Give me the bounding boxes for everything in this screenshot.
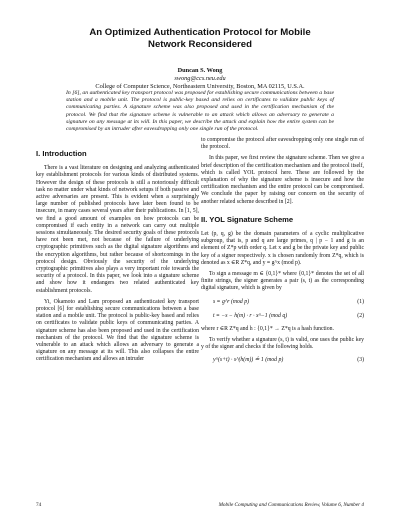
- equation-1-body: s ≡ g^r (mod p): [213, 298, 250, 305]
- page-footer: [36, 502, 364, 508]
- author-name: Duncan S. Wong: [177, 67, 223, 74]
- author-affiliation: College of Computer Science, Northeastern University, Boston, MA 02115, U.S.A.: [95, 82, 305, 90]
- intro-paragraph-1: There is a vast literature on designing and analyzing authenticated key establishment protocols for various kinds of distributed systems. However the design of these protocols is still a notoriously difficult task no matter under what kinds of network setups if both passive and active adversaries are present. This is evident when a surprisingly large number of published protocols have later been found to be insecure, in many cases several years after their publications. In [1, 5], we find a good amount of examples on how protocols can be compromised if each entity in a network can carry out multiple sessions simultaneously. The desired security goals of these protocols have not been met, not because of the failure of underlying cryptographic primitives such as the digital signature algorithms and the encryption algorithms, but rather because of shortcomings in the protocol design. Obviously the security of the underlying cryptographic primitives also plays a very important role towards the security of a protocol. In this paper, we look into a signature scheme and show how it endangers two related authenticated key establishment protocols.: [36, 165, 199, 294]
- page-number: 74: [36, 502, 42, 508]
- equation-2-body: t ≡ −s − h(m) · r · x^−1 (mod q): [213, 312, 288, 319]
- title-line-2: Network Reconsidered: [148, 38, 252, 50]
- equation-3-body: y^(s+t) · s^(h(m)) ≟ 1 (mod p): [213, 357, 284, 364]
- yol-paragraph-4: To verify whether a signature (s, t) is valid, one uses the public key y of the signer and checks if the following holds.: [201, 336, 364, 351]
- intro-paragraph-3: In this paper, we first review the signature scheme. Then we give a brief description of the certification mechanism and the protocol itself, which is called YOL protocol here. These are followed by the explanation of why the signature scheme is insecure and how the certification mechanism and the entire protocol can be compromised. We conclude the paper by raising our concern on the security of another related scheme described in [2].: [201, 155, 364, 205]
- journal-name: Mobile Computing and Communications Review, Volume 6, Number 4: [218, 502, 364, 508]
- equation-1: [213, 298, 364, 306]
- equation-3: [213, 356, 364, 364]
- paper-title: [0, 27, 400, 50]
- yol-paragraph-2: To sign a message m ∈ {0,1}* where {0,1}* denotes the set of all finite strings, the signer generates a pair (s, t) as the corresponding digital signature, which is given by: [201, 271, 364, 292]
- author-email: swong@ccs.neu.edu: [174, 74, 226, 82]
- left-column: [36, 150, 199, 368]
- intro-paragraph-2: Yi, Okamoto and Lam proposed an authenticated key transport protocol [6] for establishing secure communications between a base station and a mobile unit. The protocol is public-key based and relies on certificates to validate public keys of communicating parties. A signature scheme has also been proposed and used in the certification mechanism of the protocol. We find that the signature scheme is vulnerable to an attack which allows an adversary to generate a signature on any message at its will. This also collapses the entire certification mechanism and allows an intruder: [36, 298, 199, 363]
- abstract: In [6], an authenticated key transport protocol was proposed for establishing secure communications between a base station and a mobile unit. The protocol is public-key based and relies on certificates to validate public keys of communicating parties. A signature scheme was also proposed and used in the certification mechanism of the protocol. We find that the signature scheme is vulnerable to an attack which allows an adversary to generate a signature on any message at its will. In this paper, we describe the attack and explain how the entire system can be compromised by an intruder after eavesdropping only one single run of the protocol.: [66, 90, 334, 133]
- yol-paragraph-1: Let (p, q, g) be the domain parameters of a cyclic multiplicative subgroup, that is, p and q are large primes, q | p − 1 and g is an element of Z*p with order q. Let x and g be the private key and public key of a signer respectively. x is chosen randomly from Z*q, which is denoted as x ∈R Z*q, and y ≡ g^x (mod p).: [201, 231, 364, 266]
- right-column: [201, 137, 364, 370]
- section-heading-introduction: I. Introduction: [36, 149, 87, 158]
- equation-2: [213, 312, 364, 320]
- equation-1-number: (1): [357, 298, 364, 305]
- equation-2-number: (2): [357, 312, 364, 319]
- author-block: [0, 67, 400, 90]
- title-line-1: An Optimized Authentication Protocol for Mobile: [89, 27, 311, 38]
- section-heading-yol-signature: II. YOL Signature Scheme: [201, 214, 294, 224]
- equation-3-number: (3): [357, 357, 364, 364]
- yol-paragraph-3: where r ∈R Z*q and h : {0,1}* → Z*q is a hash function.: [201, 325, 334, 332]
- intro-paragraph-continued: to compromise the protocol after eavesdropping only one single run of the protocol.: [201, 137, 364, 151]
